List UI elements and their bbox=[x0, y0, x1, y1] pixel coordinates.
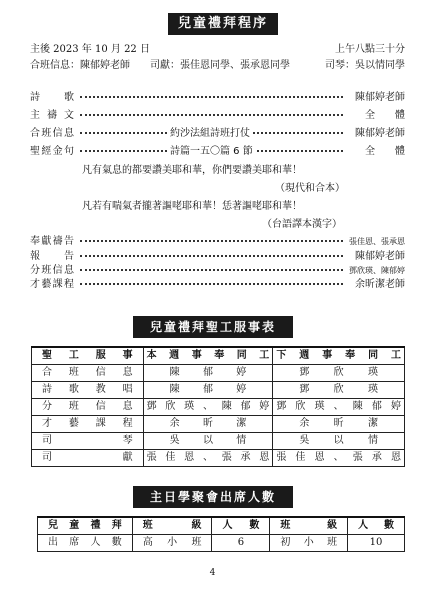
header-cell: 聖 工 服 事 bbox=[32, 347, 144, 365]
leader-info: 合班信息：陳郁婷老師 bbox=[30, 60, 130, 71]
order-item bbox=[30, 235, 405, 248]
attendance-table bbox=[37, 516, 405, 552]
service-table-header bbox=[32, 347, 405, 365]
attendance-banner bbox=[133, 486, 293, 508]
service-time: 上午八點三十分 bbox=[335, 44, 405, 55]
order-person: 全 體 bbox=[365, 146, 405, 157]
verse-source-mandarin: （現代和合本） bbox=[275, 183, 345, 194]
attendance-title: 主日學聚會出席人數 bbox=[149, 490, 276, 504]
header-cell: 人 數 bbox=[348, 517, 405, 535]
order-person: 鄧欣瑛、陳郁婷 bbox=[349, 266, 405, 275]
service-date: 主後 2023 年 10 月 22 日 bbox=[30, 44, 150, 55]
program-title: 兒童禮拜程序 bbox=[177, 16, 268, 31]
order-item bbox=[30, 264, 405, 277]
header-cell: 人 數 bbox=[212, 517, 270, 535]
order-person: 全 體 bbox=[365, 110, 405, 121]
page-number: 4 bbox=[209, 568, 216, 578]
attendance-header bbox=[38, 517, 405, 535]
order-item bbox=[30, 127, 405, 140]
order-label: 聖 經 金 句 bbox=[30, 146, 74, 157]
dotted-leader bbox=[80, 283, 343, 285]
table-row: 司 獻 張 佳 恩 、 張 承 恩 張 佳 恩 、 張 承 恩 bbox=[32, 450, 405, 467]
order-label: 詩 歌 bbox=[30, 92, 74, 103]
header-cell: 下 週 事 奉 同 工 bbox=[273, 347, 405, 365]
header-cell: 兒 童 禮 拜 bbox=[38, 517, 133, 535]
table-row: 詩 歌 教 唱 陳 郁 婷 鄧 欣 瑛 bbox=[32, 382, 405, 399]
order-label: 分 班 信 息 bbox=[30, 265, 74, 276]
order-person: 張佳恩、張承恩 bbox=[349, 237, 405, 246]
order-label: 主 禱 文 bbox=[30, 110, 74, 121]
table-row: 分 班 信 息 鄧 欣 瑛 、 陳 郁 婷 鄧 欣 瑛 、 陳 郁 婷 bbox=[32, 399, 405, 416]
program-title-banner bbox=[168, 13, 278, 35]
order-person: 陳郁婷老師 bbox=[355, 92, 405, 103]
table-row: 合 班 信 息 陳 郁 婷 鄧 欣 瑛 bbox=[32, 365, 405, 382]
memory-verse-mandarin: 凡有氣息的都要讚美耶和華，你們要讚美耶和華！ bbox=[82, 165, 302, 176]
offering-info: 司獻：張佳恩同學、張承恩同學 bbox=[150, 60, 290, 71]
order-item bbox=[30, 91, 405, 104]
verse-source-taiwanese: （台語譯本漢字） bbox=[262, 219, 342, 230]
service-table bbox=[31, 346, 405, 467]
order-person: 余昕潔老師 bbox=[355, 279, 405, 290]
order-item bbox=[30, 145, 405, 158]
order-item bbox=[30, 109, 405, 122]
order-item bbox=[30, 250, 405, 263]
order-label: 報 告 bbox=[30, 251, 74, 262]
order-label: 合 班 信 息 bbox=[30, 128, 74, 139]
header-cell: 班 級 bbox=[270, 517, 348, 535]
memory-verse-taiwanese: 凡若有喘氣者攏著謳咾耶和華！恁著謳咾耶和華！ bbox=[82, 201, 302, 212]
dotted-leader bbox=[80, 114, 343, 116]
dotted-leader bbox=[80, 240, 343, 242]
order-person: 陳郁婷老師 bbox=[355, 128, 405, 139]
service-table-banner bbox=[133, 316, 293, 338]
order-person: 陳郁婷老師 bbox=[355, 251, 405, 262]
dotted-leader bbox=[80, 255, 343, 257]
order-label: 奉 獻 禱 告 bbox=[30, 236, 74, 247]
order-item bbox=[30, 278, 405, 291]
table-row: 出 席 人 數 高 小 班 6 初 小 班 10 bbox=[38, 535, 405, 552]
order-label: 才 藝 課 程 bbox=[30, 279, 74, 290]
table-row: 才 藝 課 程 余 昕 潔 余 昕 潔 bbox=[32, 416, 405, 433]
dotted-leader bbox=[80, 96, 343, 98]
pianist-info: 司琴：吳以情同學 bbox=[325, 60, 405, 71]
header-cell: 本 週 事 奉 同 工 bbox=[143, 347, 273, 365]
service-table-title: 兒童禮拜聖工服事表 bbox=[149, 320, 276, 334]
scripture-reference: 詩篇一五〇篇 6 節 bbox=[170, 146, 253, 157]
header-cell: 班 級 bbox=[132, 517, 212, 535]
dotted-leader bbox=[80, 269, 343, 271]
table-row: 司 琴 吳 以 情 吳 以 情 bbox=[32, 433, 405, 450]
sermon-title: 約沙法組詩班打仗 bbox=[170, 128, 250, 139]
